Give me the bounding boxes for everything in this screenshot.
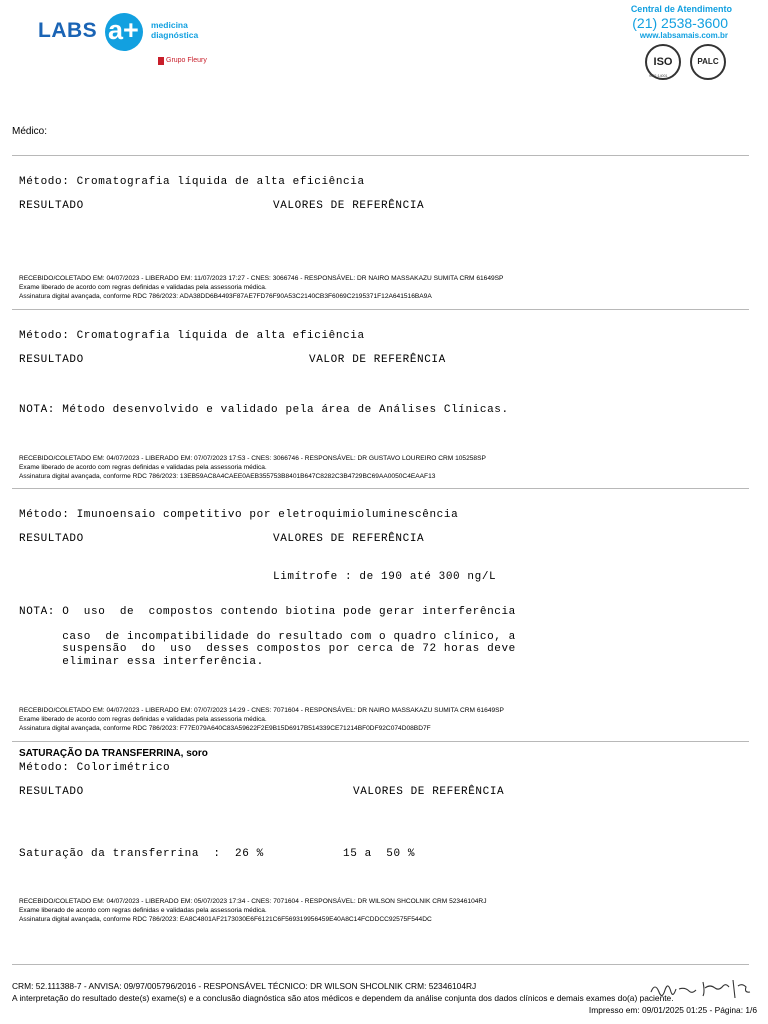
section-1-result-header: RESULTADO [19,200,84,212]
section-4-result-header: RESULTADO [19,786,84,798]
section-2-release-line1: RECEBIDO/COLETADO EM: 04/07/2023 - LIBERADO EM: 07/07/2023 17:53 - CNES: 3066746 - RESPONSÁVEL: DR GUSTAVO LOUREIRO CRM 105258SP [19,455,486,462]
labs-logo-text: LABS [38,19,98,42]
section-1-release-line2: Exame liberado de acordo com regras definidas e validadas pela assessoria médica. [19,284,267,291]
footer-credentials: CRM: 52.111388-7 - ANVISA: 09/97/005796/2016 - RESPONSÁVEL TÉCNICO: DR WILSON SHCOLNIK CRM: 52346104RJ [12,981,477,991]
footer-disclaimer: A interpretação do resultado deste(s) exame(s) e a conclusão diagnóstica são atos médicos e dependem da análise conjunta dos dados clínicos e demais exames do(a) paciente. [12,993,674,1003]
divider [12,309,749,310]
section-4-title: SATURAÇÃO DA TRANSFERRINA, soro [19,748,208,759]
iso-seal-icon: ISO [645,44,681,80]
palc-seal-icon: PALC [690,44,726,80]
section-3-result-header: RESULTADO [19,533,84,545]
central-phone: (21) 2538-3600 [632,15,728,31]
section-4-release-line1: RECEBIDO/COLETADO EM: 04/07/2023 - LIBERADO EM: 05/07/2023 17:34 - CNES: 7071604 - RESPONSÁVEL: DR WILSON SHCOLNIK CRM 52346104RJ [19,898,487,905]
iso-subtitle: 9001:14001 [649,74,668,78]
section-2-reference-header: VALOR DE REFERÊNCIA [309,354,446,366]
divider [12,488,749,489]
divider [12,155,749,156]
section-3-note-line3: suspensão do uso desses compostos por cerca de 72 horas deve [19,643,516,655]
section-3-release-line3: Assinatura digital avançada, conforme RDC 786/2023: F77E079A640C83A59622F2E9B15D6917B514339CE71214BF0DF92C074D08BD7F [19,725,431,732]
central-site: www.labsamais.com.br [639,31,728,40]
section-1-reference-header: VALORES DE REFERÊNCIA [273,200,425,212]
logo-subtitle [151,21,221,40]
section-4-result-row: Saturação da transferrina : 26 % 15 a 50 % [19,848,416,860]
section-3-note-line4: eliminar essa interferência. [19,656,264,668]
section-3-reference-header: VALORES DE REFERÊNCIA [273,533,425,545]
section-3-release-line2: Exame liberado de acordo com regras definidas e validadas pela assessoria médica. [19,716,267,723]
logo-mark: a+ [108,15,139,45]
central-title: Central de Atendimento [630,4,732,14]
divider [12,964,749,965]
section-2-method: Método: Cromatografia líquida de alta eficiência [19,330,365,342]
section-4-method: Método: Colorimétrico [19,762,171,774]
footer-print-info: Impresso em: 09/01/2025 01:25 - Página: 1/6 [588,1005,757,1015]
section-1-release-line1: RECEBIDO/COLETADO EM: 04/07/2023 - LIBERADO EM: 11/07/2023 17:27 - CNES: 3066746 - RESPONSÁVEL: DR NAIRO MASSAKAZU SUMITA CRM 61649SP [19,275,504,282]
fleury-icon [158,57,164,65]
section-2-release-line3: Assinatura digital avançada, conforme RDC 786/2023: 13EB59AC8A4CAEE0AEB355753B8401B647C8282C3B4729BC69AA0050C4EAAF13 [19,473,436,480]
section-4-reference-header: VALORES DE REFERÊNCIA [353,786,505,798]
section-4-release-line2: Exame liberado de acordo com regras definidas e validadas pela assessoria médica. [19,907,267,914]
divider [12,741,749,742]
section-3-note-line1: NOTA: O uso de compostos contendo biotina pode gerar interferência [19,606,516,618]
section-3-release-line1: RECEBIDO/COLETADO EM: 04/07/2023 - LIBERADO EM: 07/07/2023 14:29 - CNES: 7071604 - RESPONSÁVEL: DR NAIRO MASSAKAZU SUMITA CRM 61649SP [19,707,504,714]
section-4-release-line3: Assinatura digital avançada, conforme RDC 786/2023: EA8C4801AF2173030E6F6121C6F569319956459E40A8C14FCDDCC92575F544DC [19,916,432,923]
section-1-method: Método: Cromatografia líquida de alta eficiência [19,176,365,188]
section-1-release-line3: Assinatura digital avançada, conforme RDC 786/2023: ADA38DD6B4493F87AE7FD76F90A53C2140CB3F6069C2195371F12A641516BA9A [19,293,432,300]
section-3-note-line2: caso de incompatibilidade do resultado com o quadro clínico, a [19,631,516,643]
section-3-method: Método: Imunoensaio competitivo por eletroquimioluminescência [19,509,459,521]
logo-subtitle-line1: medicina [151,20,188,30]
section-2-release-line2: Exame liberado de acordo com regras definidas e validadas pela assessoria médica. [19,464,267,471]
section-3-reference-value: Limítrofe : de 190 até 300 ng/L [273,571,497,583]
section-2-result-header: RESULTADO [19,354,84,366]
medico-label: Médico: [12,126,48,137]
logo-subtitle-line2: diagnóstica [151,29,199,40]
section-2-note: NOTA: Método desenvolvido e validado pela área de Análises Clínicas. [19,404,509,416]
group-name: Grupo Fleury [166,57,207,64]
